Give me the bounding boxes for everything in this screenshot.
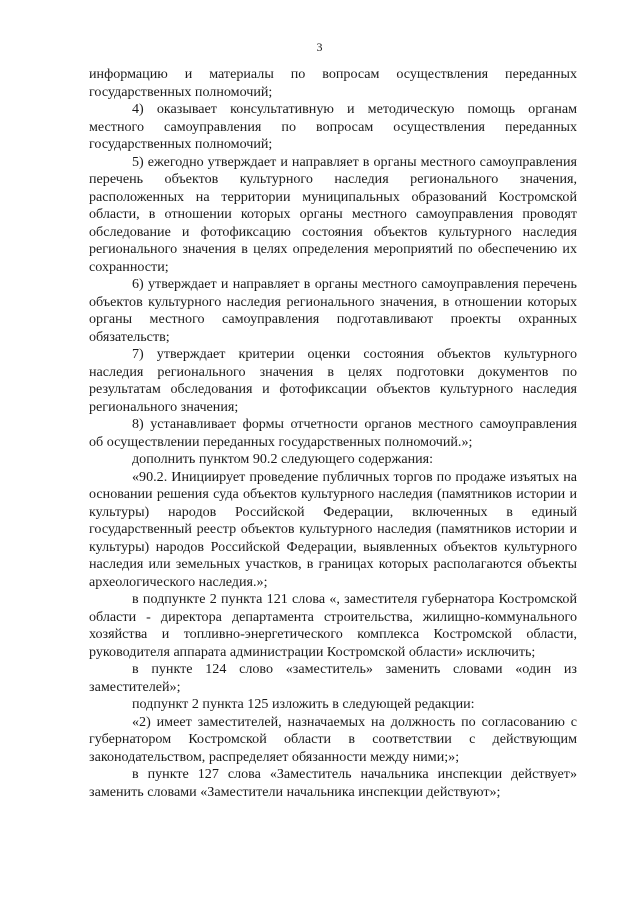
paragraph-item-8: 8) устанавливает формы отчетности органов местного самоуправления об осуществлении переданных государственных полномочий.»; [89,416,577,450]
paragraph-clause-121: в подпункте 2 пункта 121 слова «, заместителя губернатора Костромской области - директора департамента строительства, жилищно-коммунального хозяйства и топливно-энергетического комплекса Костромской области, руководителя аппарата администрации Костромской области» исключить; [89,591,577,660]
paragraph-clause-125-intro: подпункт 2 пункта 125 изложить в следующей редакции: [132,696,475,712]
document-body [89,66,577,801]
paragraph-amendment-intro: дополнить пунктом 90.2 следующего содержания: [132,451,434,467]
paragraph-clause-127: в пункте 127 слова «Заместитель начальника инспекции действует» заменить словами «Заместители начальника инспекции действуют»; [89,766,577,800]
paragraph-clause-90-2: «90.2. Инициирует проведение публичных торгов по продаже изъятых на основании решения суда объектов культурного наследия (памятников истории и культуры) народов Российской Федерации, включенных в единый государственный реестр объектов культурного наследия (памятников истории и культуры) народов Российской Федерации, выявленных объектов культурного наследия или земельных участков, в границах которых располагаются объекты археологического наследия.»; [89,468,577,590]
paragraph-continuation: информацию и материалы по вопросам осуществления переданных государственных полномочий; [89,66,577,100]
paragraph-item-4: 4) оказывает консультативную и методическую помощь органам местного самоуправления по вопросам осуществления переданных государственных полномочий; [89,101,577,152]
paragraph-item-7: 7) утверждает критерии оценки состояния объектов культурного наследия регионального значения в целях подготовки документов по результатам обследования и фотофиксации объектов культурного наследия регионального значения; [89,346,577,415]
paragraph-item-5: 5) ежегодно утверждает и направляет в органы местного самоуправления перечень объектов культурного наследия регионального значения, расположенных на территории муниципальных образований Костромской области, в отношении которых органы местного самоуправления проводят обследование и фотофиксацию состояния объектов культурного наследия регионального значения в целях определения мероприятий по обеспечению их сохранности; [89,153,577,275]
page-number: 3 [316,40,323,54]
paragraph-clause-125-text: «2) имеет заместителей, назначаемых на должность по согласованию с губернатором Костромской области в соответствии с действующим законодательством, распределяет обязанности между ними;»; [89,713,577,765]
paragraph-item-6: 6) утверждает и направляет в органы местного самоуправления перечень объектов культурного наследия регионального значения, в отношении которых органы местного самоуправления подготавливают проекты охранных обязательств; [89,276,577,345]
paragraph-clause-124: в пункте 124 слово «заместитель» заменить словами «один из заместителей»; [89,661,577,695]
